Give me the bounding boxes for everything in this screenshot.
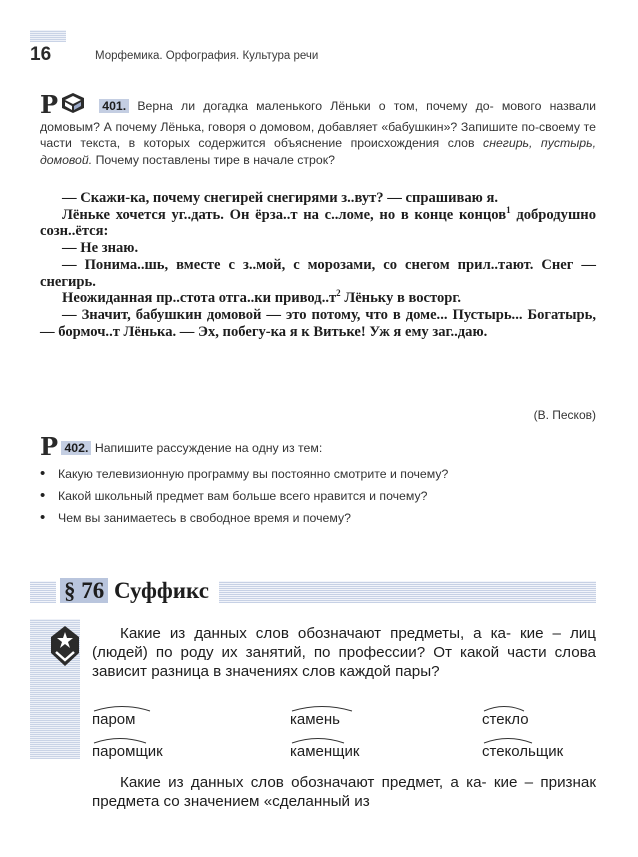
word-kamenshchik: каменщик bbox=[290, 743, 359, 760]
excerpt-source: (В. Песков) bbox=[533, 408, 596, 422]
excerpt-line: — Не знаю. bbox=[62, 240, 139, 257]
task-401 bbox=[40, 92, 596, 168]
top-decor-bar bbox=[30, 30, 66, 42]
task-402-topics bbox=[40, 463, 448, 529]
task-402-number: 402. bbox=[61, 441, 91, 455]
star-badge-icon bbox=[50, 625, 80, 667]
footnote-1: 1 bbox=[506, 204, 511, 215]
task-402-marker: Р bbox=[40, 432, 59, 461]
excerpt-line: Неожиданная пр..стота отга..ки $привод..т^2$ Лёньку в восторг. bbox=[62, 288, 462, 307]
task-401-number: 401. bbox=[99, 99, 129, 113]
question-1-text: Какие из данных слов обозначают предметы, а ка- кие – лиц (людей) по роду их занятий, по профессии? От какой части слова зависит разница в значениях слов каждой пары? bbox=[92, 625, 596, 680]
word-paromshchik: паромщик bbox=[92, 743, 163, 760]
page-number: 16 bbox=[30, 44, 52, 65]
task-402 bbox=[40, 432, 596, 461]
excerpt-line: — Скажи-ка, почему снегирей снегирями з..вут? — спрашиваю я. bbox=[62, 190, 499, 206]
section-name: Суффикс bbox=[114, 578, 209, 603]
topic-item: • Чем вы занимаетесь в свободное время и почему? bbox=[40, 507, 448, 529]
question-1 bbox=[92, 625, 596, 681]
topic-item: • Какую телевизионную программу вы постоянно смотрите и почему? bbox=[40, 463, 448, 485]
word-parom: паром bbox=[92, 711, 135, 728]
cube-icon bbox=[60, 92, 86, 119]
task-401-italic-words: снегирь, пустырь, домовой. bbox=[40, 136, 596, 167]
question-2 bbox=[92, 774, 596, 812]
task-401-text-2: Почему поставлены тире в начале строк? bbox=[92, 152, 335, 167]
section-title bbox=[56, 577, 219, 605]
task-401-marker: Р bbox=[40, 90, 59, 119]
word-kamen: камень bbox=[290, 711, 340, 728]
topic-item: • Какой школьный предмет вам больше всего нравится и почему? bbox=[40, 485, 448, 507]
word-steklo: стекло bbox=[482, 711, 529, 728]
excerpt-line: — Значит, бабушкин домовой — это потому, что в доме... Пустырь... Богатырь, — бормоч..т Лёнька. — Эх, побегу-ка я к Витьке! Уж я ему заг..даю. bbox=[40, 306, 596, 340]
question-2-text: Какие из данных слов обозначают предмет, а ка- кие – признак предмета со значением «сделанный из bbox=[92, 774, 596, 810]
excerpt-line: — Понима..шь, вместе с з..мой, с морозами, со снегом прил..тают. Снег — снегирь. bbox=[40, 256, 596, 290]
excerpt-line: Лёньке хочется уг..дать. Он ёрза..т на с..ломе, но в конце концов$^1$ добродушно созн..ётся: bbox=[40, 204, 596, 240]
task-402-text: Напишите рассуждение на одну из тем: bbox=[94, 441, 323, 455]
footnote-2: 2 bbox=[336, 288, 341, 299]
excerpt bbox=[40, 190, 596, 340]
word-stekolshchik: стекольщик bbox=[482, 743, 563, 760]
running-title: Морфемика. Орфография. Культура речи bbox=[95, 50, 319, 62]
task-401-text-1: Верна ли догадка маленького Лёньки о том, почему до- мового назвали домовым? А почему Лёнька, говоря о домовом, добавляет «бабушкин»? Запишите по-своему те части текста, в которых содержится объяснение происхождения слов bbox=[40, 99, 597, 151]
section-number: § 76 bbox=[60, 578, 108, 603]
